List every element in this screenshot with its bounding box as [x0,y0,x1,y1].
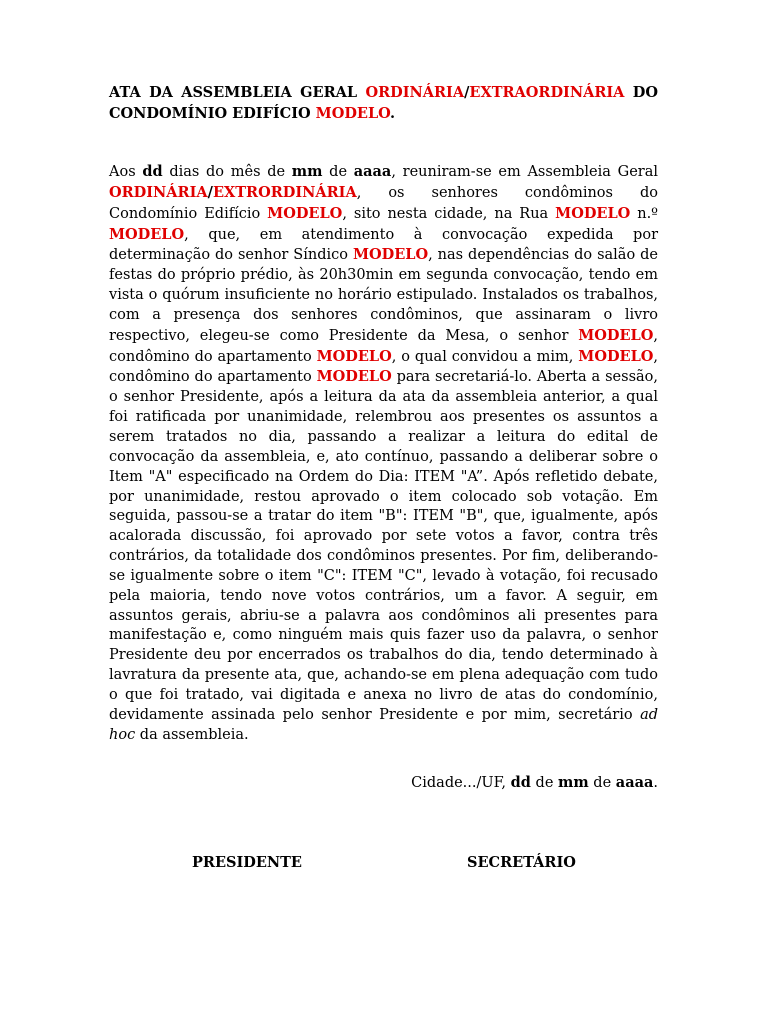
secretary-signature-label: SECRETÁRIO [467,854,576,871]
date-connector: de [530,775,559,791]
type-slash: / [207,183,213,201]
title-text-middle: DO CONDOMÍNIO EDIFÍCIO [109,84,658,122]
secretary-apartment-placeholder: MODELO [316,368,392,386]
year-placeholder: aaaa [353,163,392,180]
street-number-placeholder: MODELO [109,225,185,243]
date-period: . [653,775,658,791]
title-ordinaria-placeholder: ORDINÁRIA [365,84,465,101]
body-segment: de [322,164,354,180]
title-period: . [389,105,396,122]
date-month-placeholder: mm [558,774,589,791]
document-title [109,82,658,124]
body-segment: , condômino do apartamento [109,327,658,365]
secretary-name-placeholder: MODELO [578,347,654,365]
title-modelo-placeholder: MODELO [315,105,390,122]
title-text-start: ATA DA ASSEMBLEIA GERAL [109,84,366,101]
body-segment: , sito nesta cidade, na Rua [342,205,556,222]
body-segment: para secretariá-lo. Aberta a sessão, o senhor Presidente, após a leitura da ata da assembleia anterior, a qual foi ratificada por unanimidade, relembrou aos presentes os assuntos a serem tratados no dia, passando a realizar a leitura do edital de convocação da assembleia, e, ato contínuo, passando a deliberar sobre o Item "A" especificado na Ordem do Dia: ITEM "A”. Após refletido debate, por unanimidade, restou aprovado o item colocado sob votação. Em seguida, passou-se a tratar do item "B": ITEM "B", que, igualmente, após acalorada discussão, foi aprovado por sete votos a favor, contra três contrários, da totalidade dos condôminos presentes. Por fim, deliberando-se igualmente sobre o item "C": ITEM "C", levado à votação, foi recusado pela maioria, tendo nove votos contrários, um a favor. A seguir, em assuntos gerais, abriu-se a palavra aos condôminos ali presentes para manifestação e, como ninguém mais quis fazer uso da palavra, o senhor Presidente deu por encerrados os trabalhos do dia, tendo determinado à lavratura da presente ata, que, achando-se em plena adequação com tudo o que foi tratado, vai digitada e anexa no livro de atas do condomínio, devidamente assinada pelo senhor Presidente e por mim, secretário [109,369,658,723]
president-signature-label: PRESIDENTE [192,854,302,871]
minutes-body [109,162,658,745]
month-placeholder: mm [291,163,323,180]
city-uf-placeholder: Cidade.../UF, [411,775,511,791]
body-segment: , reuniram-se em Assembleia Geral [391,164,658,180]
syndic-name-placeholder: MODELO [352,246,429,264]
title-slash: / [464,84,470,101]
body-segment: Aos [109,164,143,180]
date-day-placeholder: dd [510,774,531,791]
ordinaria-placeholder: ORDINÁRIA [109,183,208,201]
body-segment: , o qual convidou a mim, [391,348,579,365]
body-segment: n.º [630,205,658,222]
body-segment: , que, em atendimento à convocação expedida por determinação do senhor Síndico [109,226,658,264]
day-placeholder: dd [142,163,163,180]
title-extraordinaria-placeholder: EXTRAORDINÁRIA [469,84,625,101]
president-name-placeholder: MODELO [578,326,654,344]
place-and-date-line [411,773,658,793]
body-segment: , nas dependências do salão de festas do próprio prédio, às 20h30min em segunda convocação, tendo em vista o quórum insuficiente no horário estipulado. Instalados os trabalhos, com a presença dos senhores condôminos, que assinaram o livro respectivo, elegeu-se como Presidente da Mesa, o senhor [109,247,658,344]
body-segment: , condômino do apartamento [109,348,659,386]
extrordinaria-placeholder: EXTRORDINÁRIA [212,183,357,201]
body-segment: dias do mês de [162,164,292,180]
date-year-placeholder: aaaa [615,774,654,791]
date-connector: de [588,775,616,791]
ad-hoc-phrase: ad hoc [109,706,658,743]
body-segment: , os senhores condôminos do Condomínio Edifício [109,184,658,222]
president-apartment-placeholder: MODELO [316,347,392,365]
building-name-placeholder: MODELO [267,204,343,222]
body-segment: da assembleia. [135,726,249,743]
street-placeholder: MODELO [555,204,631,222]
